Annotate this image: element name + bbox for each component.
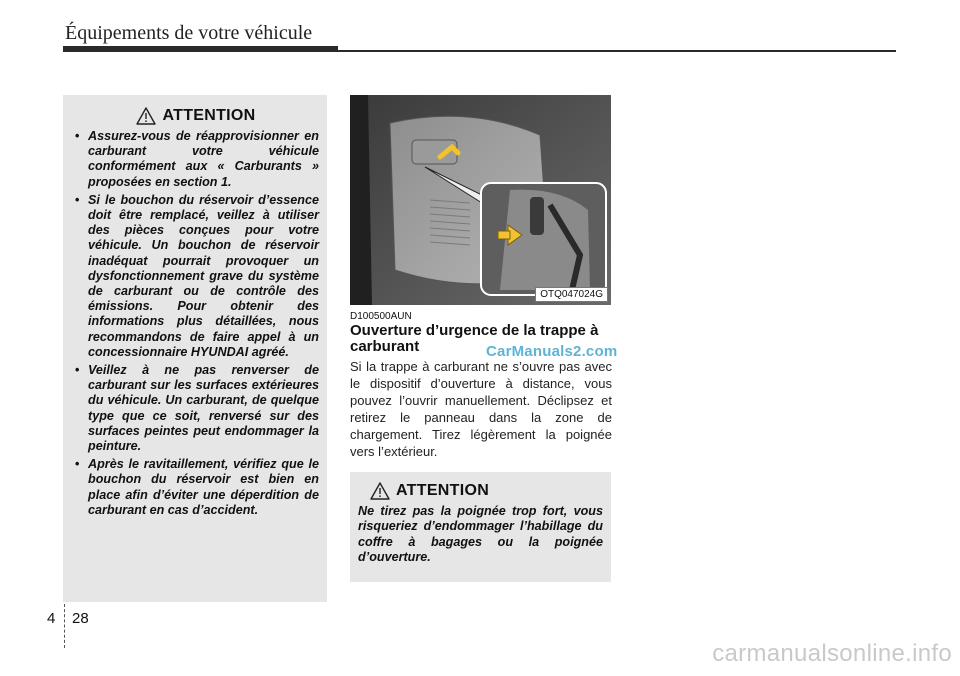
header-rule-thin [338, 50, 896, 52]
page-header-title: Équipements de votre véhicule [65, 22, 313, 44]
fuel-door-illustration [350, 95, 611, 305]
fuel-door-figure [350, 95, 611, 305]
attention-item: • Si le bouchon du réservoir d’essence doit être remplacé, veillez à utiliser des pièces conçues pour votre véhicule. Un bouchon de réservoir inadéquat pourrait provoquer un dysfonctionnement grave du système de carburant ou de contrôle des émissions. Pour obtenir des informations plus détaillées, nous recommandons de faire appel à un concessionnaire HYUNDAI agréé. [73, 193, 319, 360]
page-chapter: 4 [47, 610, 56, 627]
footer-site-link[interactable]: carmanualsonline.info [712, 640, 952, 667]
warning-triangle-icon [136, 107, 156, 125]
attention-title: ATTENTION [162, 107, 256, 124]
header-rule-thick [63, 46, 338, 52]
attention-list [73, 129, 319, 518]
attention-box-right [350, 472, 611, 582]
attention-header [358, 482, 603, 500]
attention-text: Ne tirez pas la poignée trop fort, vous risqueriez d’endommager l’habillage du coffre à bagages ou la poignée d’ouverture. [358, 504, 603, 565]
attention-title: ATTENTION [396, 482, 490, 499]
attention-item: • Veillez à ne pas renverser de carburant sur les surfaces extérieures du véhicule. Un carburant, de quelque type que ce soit, renversé sur des surfaces peintes peut endommager la peinture. [73, 363, 319, 454]
warning-triangle-icon [370, 482, 390, 500]
attention-box-left [63, 95, 327, 602]
footer-divider [64, 604, 65, 648]
section-code: D100500AUN [350, 311, 412, 322]
attention-item: • Après le ravitaillement, vérifiez que le bouchon du réservoir est bien en place afin d’éviter une déperdition de carburant en cas d’accident. [73, 457, 319, 518]
page-number: 28 [72, 610, 89, 627]
attention-item: • Assurez-vous de réapprovisionner en carburant votre véhicule conformément aux « Carburants » proposées en section 1. [73, 129, 319, 190]
watermark-link[interactable]: CarManuals2.com [486, 343, 618, 360]
attention-header [73, 107, 319, 125]
section-heading: Ouverture d’urgence de la trappe à carburant [350, 322, 599, 355]
figure-caption: OTQ047024G [535, 287, 608, 302]
section-body: Si la trappe à carburant ne s’ouvre pas avec le dispositif d’ouverture à distance, vous pouvez l’ouvrir manuellement. Déclipsez et retirez le panneau dans la zone de chargement. Tirez légèrement la poignée vers l’extérieur. [350, 359, 612, 459]
